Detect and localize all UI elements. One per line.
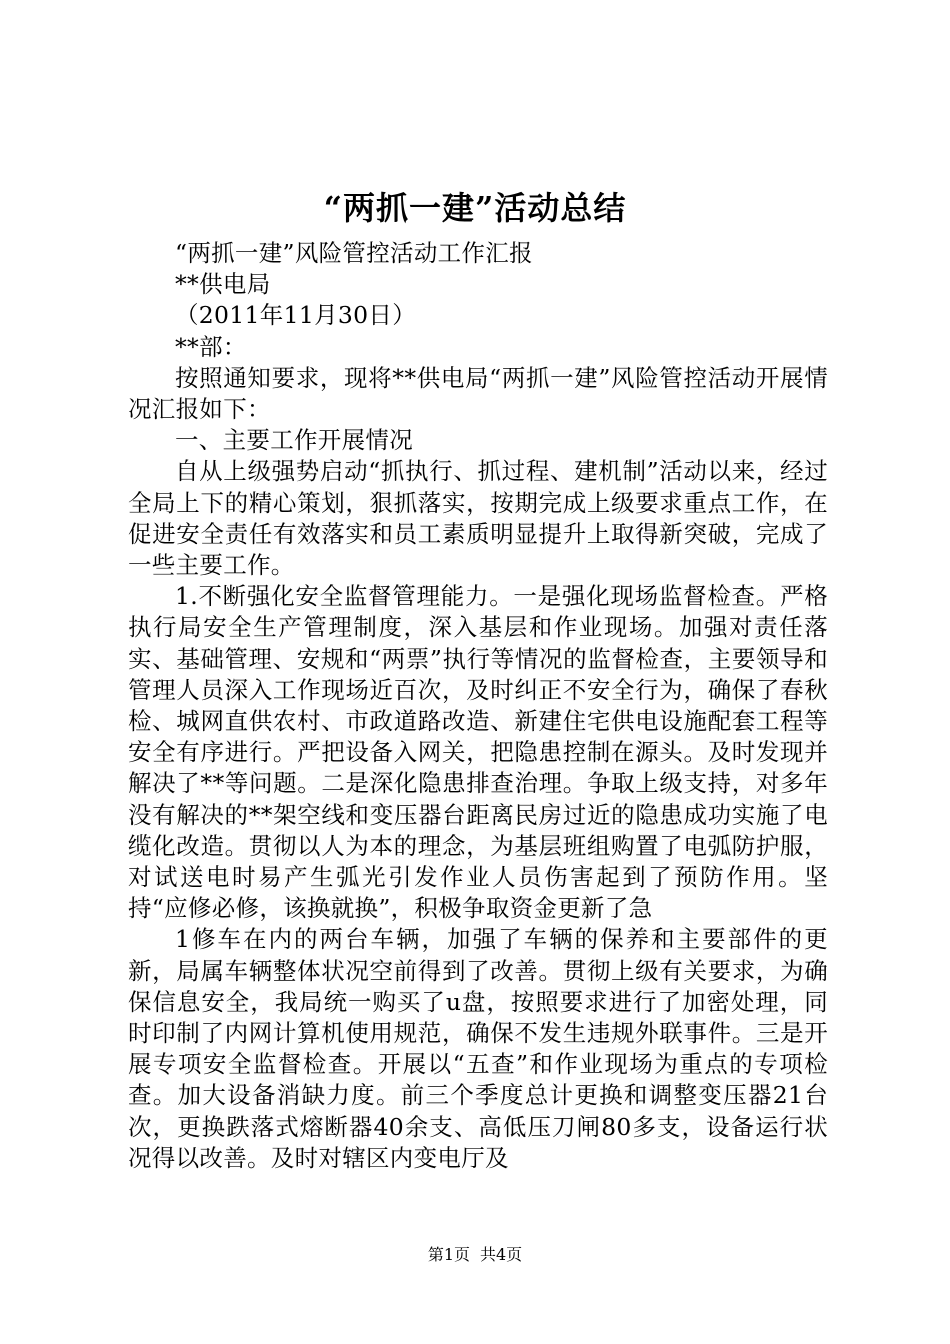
page-total: 共4页 (480, 1245, 523, 1264)
body-paragraph: 1修车在内的两台车辆，加强了车辆的保养和主要部件的更新，局属车辆整体状况空前得到了改善。贯彻上级有关要求，为确保信息安全，我局统一购买了u盘，按照要求进行了加密处理，同时印制了内网计算机使用规范，确保不发生违规外联事件。三是开展专项安全监督检查。开展以“五查”和作业现场为重点的专项检查。加大设备消缺力度。前三个季度总计更换和调整变压器21台次，更换跌落式熔断器40余支、高低压刀闸80多支，设备运行状况得以改善。及时对辖区内变电厅及 (128, 925, 828, 1172)
report-heading: “两抓一建”风险管控活动工作汇报 (175, 239, 533, 267)
document-title: “两抓一建”活动总结 (323, 189, 627, 227)
page-footer (0, 1244, 950, 1266)
issuer-line: **供电局 (175, 270, 271, 299)
document-body (128, 238, 828, 1174)
recipient-line: **部： (175, 332, 247, 361)
intro-paragraph: 按照通知要求，现将**供电局“两抓一建”风险管控活动开展情况汇报如下： (128, 363, 828, 424)
section-heading: 一、主要工作开展情况 (175, 426, 413, 455)
body-paragraph: 1.不断强化安全监督管理能力。一是强化现场监督检查。严格执行局安全生产管理制度，深入基层和作业现场。加强对责任落实、基础管理、安规和“两票”执行等情况的监督检查，主要领导和管理人员深入工作现场近百次，及时纠正不安全行为，确保了春秋检、城网直供农村、市政道路改造、新建住宅供电设施配套工程等安全有序进行。严把设备入网关，把隐患控制在源头。及时发现并解决了**等问题。二是深化隐患排查治理。争取上级支持，对多年没有解决的**架空线和变压器台距离民房过近的隐患成功实施了电缆化改造。贯彻以人为本的理念，为基层班组购置了电弧防护服，对试送电时易产生弧光引发作业人员伤害起到了预防作用。坚持“应修必修，该换就换”，积极争取资金更新了急 (128, 582, 828, 923)
date-line: （2011年11月30日） (175, 301, 417, 330)
body-paragraph: 自从上级强势启动“抓执行、抓过程、建机制”活动以来，经过全局上下的精心策划，狠抓落实，按期完成上级要求重点工作，在促进安全责任有效落实和员工素质明显提升上取得新突破，完成了一些主要工作。 (128, 457, 828, 580)
page-number: 第1页 (427, 1245, 470, 1264)
